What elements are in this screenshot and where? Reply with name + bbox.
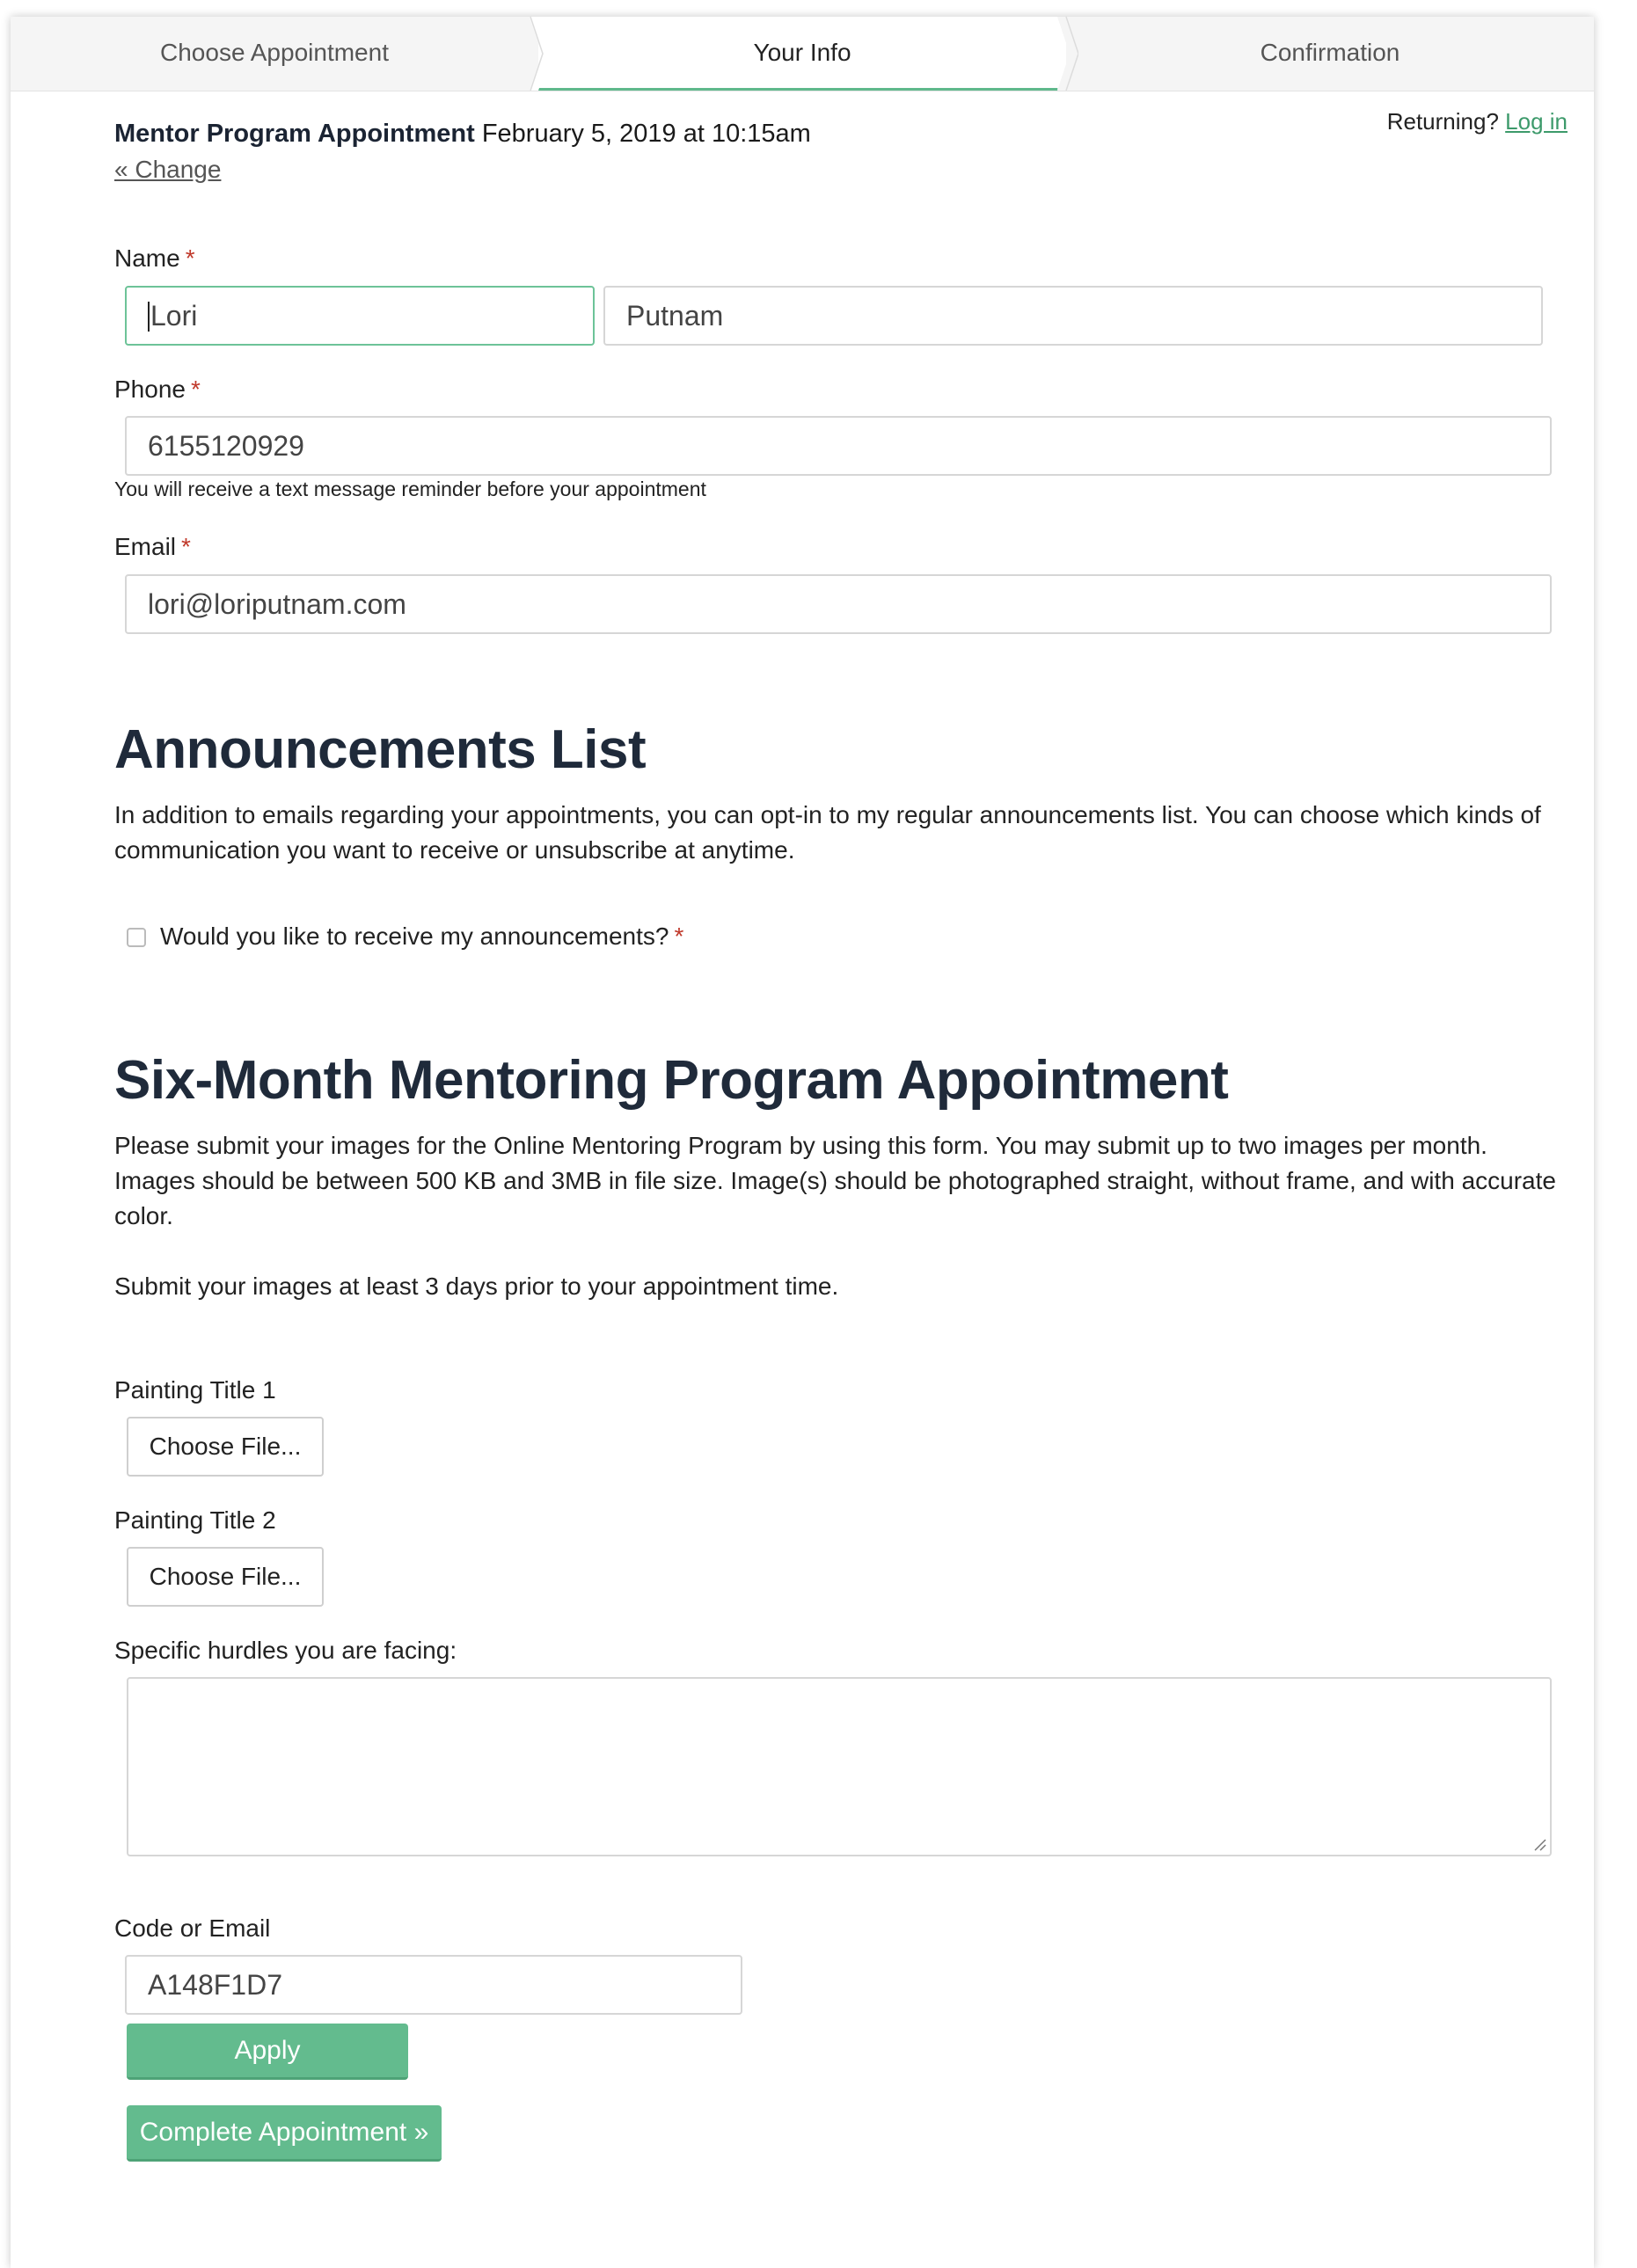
phone-label-text: Phone [114, 376, 186, 403]
painting-1-choose-file-button[interactable]: Choose File... [127, 1417, 324, 1477]
phone-value: 6155120929 [148, 430, 304, 462]
announcements-heading: Announcements List [114, 719, 647, 780]
name-label [114, 244, 195, 273]
step-choose-appointment[interactable]: Choose Appointment [160, 39, 389, 66]
mentoring-note: Submit your images at least 3 days prior to your appointment time. [114, 1273, 839, 1300]
returning-login [1387, 108, 1568, 135]
phone-label [114, 376, 201, 404]
steps-bar [11, 17, 1594, 91]
step-confirmation: Confirmation [1260, 39, 1400, 66]
name-label-text: Name [114, 244, 180, 272]
last-name-value: Putnam [626, 300, 724, 332]
announcements-checkbox[interactable] [127, 928, 146, 947]
complete-appointment-button[interactable]: Complete Appointment » [127, 2105, 442, 2162]
apply-button[interactable]: Apply [127, 2024, 408, 2080]
painting-title-1-label: Painting Title 1 [114, 1376, 276, 1404]
email-value: lori@loriputnam.com [148, 588, 406, 620]
announcements-checkbox-label[interactable] [160, 923, 683, 951]
hurdles-textarea[interactable] [127, 1677, 1552, 1856]
painting-title-2-label: Painting Title 2 [114, 1506, 276, 1534]
code-input[interactable] [125, 1955, 742, 2015]
appointment-name: Mentor Program Appointment [114, 120, 475, 148]
step-your-info: Your Info [753, 39, 851, 66]
appointment-summary [114, 120, 811, 149]
hurdles-label: Specific hurdles you are facing: [114, 1637, 457, 1664]
required-marker: * [674, 923, 684, 950]
email-label [114, 533, 191, 561]
mentoring-heading: Six-Month Mentoring Program Appointment [114, 1050, 1229, 1111]
appointment-datetime: February 5, 2019 at 10:15am [481, 120, 811, 148]
login-link[interactable]: Log in [1505, 108, 1568, 135]
code-label: Code or Email [114, 1914, 271, 1942]
announcements-description: In addition to emails regarding your appointments, you can opt-in to my regular announcements list. You can choose which kinds of communication you want to receive or unsubscribe at anytime. [114, 801, 1541, 864]
required-marker: * [181, 533, 191, 560]
first-name-input[interactable] [125, 286, 595, 346]
last-name-input[interactable] [603, 286, 1543, 346]
resize-grip-icon[interactable] [1532, 1837, 1546, 1851]
email-input[interactable] [125, 574, 1552, 634]
first-name-value: Lori [150, 300, 198, 332]
phone-help-text: You will receive a text message reminder before your appointment [114, 478, 706, 500]
email-label-text: Email [114, 533, 177, 560]
announcements-checkbox-text: Would you like to receive my announcements? [160, 923, 669, 950]
change-appointment-link[interactable]: « Change [114, 156, 222, 183]
booking-card [11, 17, 1594, 2268]
phone-input[interactable] [125, 416, 1552, 476]
mentoring-description: Please submit your images for the Online Mentoring Program by using this form. You may submit up to two images per month. Images should be between 500 KB and 3MB in file size. Image(s) should be photographed straight, without frame, and with accurate color. [114, 1132, 1556, 1229]
required-marker: * [190, 376, 201, 403]
painting-2-choose-file-button[interactable]: Choose File... [127, 1547, 324, 1607]
required-marker: * [185, 244, 195, 272]
step-separator-icon [530, 17, 551, 91]
returning-text: Returning? [1386, 108, 1499, 135]
code-value: A148F1D7 [148, 1969, 282, 2001]
text-caret [148, 302, 150, 332]
step-separator-icon [1057, 17, 1078, 91]
